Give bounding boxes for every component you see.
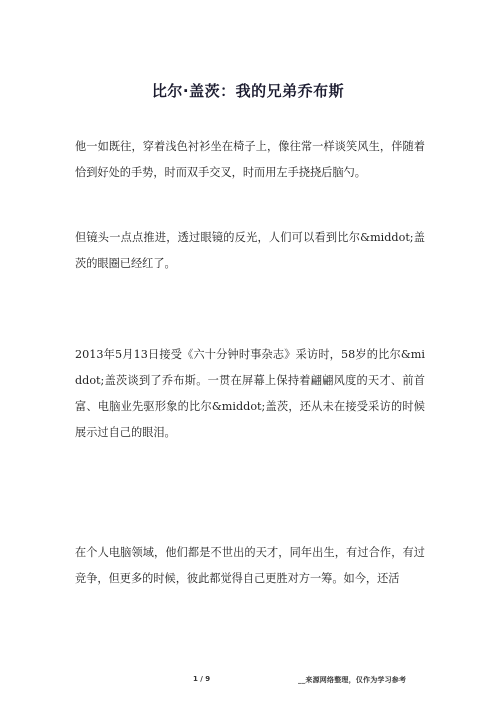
page-title: 比尔·盖茨：我的兄弟乔布斯 bbox=[151, 82, 345, 100]
source-note: __来源网络整理，仅作为学习参考 bbox=[298, 676, 407, 684]
page-number: 1 / 9 bbox=[193, 675, 211, 683]
paragraph-text: 他一如既往，穿着浅色衬衫坐在椅子上，像往常一样谈笑风生，伴随着恰到好处的手势，时而双手交叉，时而用左手挠挠后脑勺。 bbox=[75, 140, 425, 179]
paragraph-text: 但镜头一点点推进，透过眼镜的反光，人们可以看到比尔&middot;盖茨的眼圈已经红了。 bbox=[75, 231, 425, 270]
paragraph-4 bbox=[75, 540, 425, 592]
paragraph-text: 在个人电脑领域，他们都是不世出的天才，同年出生，有过合作，有过竞争，但更多的时候，彼此都觉得自己更胜对方一筹。如今，还活 bbox=[75, 546, 425, 585]
paragraph-3 bbox=[75, 342, 425, 446]
paragraph-2 bbox=[75, 225, 425, 277]
page-footer bbox=[0, 675, 496, 689]
paragraph-text: 2013年5月13日接受《六十分钟时事杂志》采访时，58岁的比尔&middot;盖茨谈到了乔布斯。一贯在屏幕上保持着翩翩风度的天才、前首富、电脑业先驱形象的比尔&middot;盖茨，还从未在接受采访的时候展示过自己的眼泪。 bbox=[75, 348, 425, 439]
paragraph-1 bbox=[75, 134, 425, 186]
